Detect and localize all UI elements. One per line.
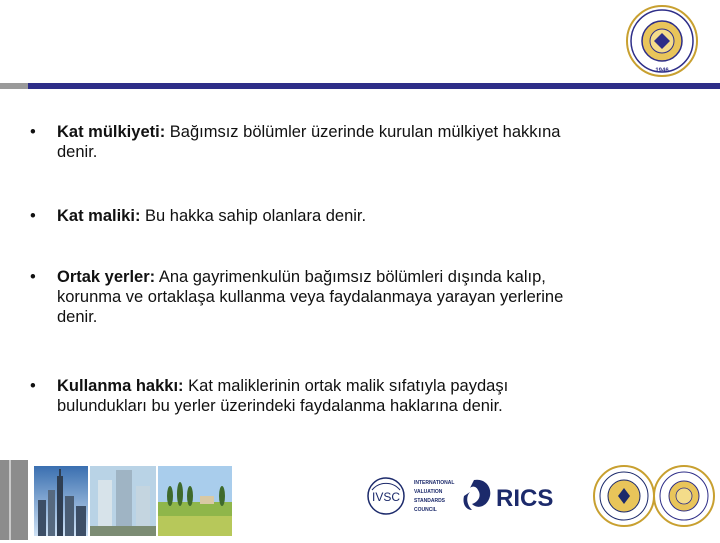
ivsc-text: IVSC [371,490,401,504]
ivsc-logo-icon [368,478,454,514]
bullet-text: korunma ve ortaklaşa kullanma veya faydalanmaya yarayan yerlerine [57,288,564,306]
bullet-text: Bu hakka sahip olanlara denir. [140,207,367,225]
ankara-university-seal-icon [654,466,714,526]
ivsc-caption-line: INTERNATIONAL [414,480,455,486]
bullet-term: Kullanma hakkı: [57,377,184,395]
ivsc-caption-line: COUNCIL [414,507,437,513]
bullet-term: Kat maliki: [57,207,141,225]
bullet-text: denir. [57,143,98,161]
rics-text: RICS [496,485,554,512]
bullet-ortak-yerler: • Ortak yerler: Ana gayrimenkulün bağımsız bölümleri dışında kalıp, korunma ve ortaklaşa kullanma veya faydalanmaya yarayan yerlerine denir. [30,268,564,326]
bullet-kat-maliki: • Kat maliki: Bu hakka sahip olanlara denir. [30,207,367,225]
city-skyline-photo-icon [34,466,88,536]
ivsc-caption-line: VALUATION [414,489,443,495]
ivsc-caption-line: STANDARDS [414,498,446,504]
bullet-kat-mulkiyeti: • Kat mülkiyeti: Bağımsız bölümler üzerinde kurulan mülkiyet hakkına denir. [30,123,561,161]
bullet-text: denir. [57,308,98,326]
ankara-university-logo-icon [622,4,702,78]
partner-logos [366,464,716,538]
bullet-text: Ana gayrimenkulün bağımsız bölümleri dışında kalıp, [155,268,546,286]
bullet-term: Kat mülkiyeti: [57,123,166,141]
bullet-text: bulundukları bu yerler üzerindeki faydalanma haklarına denir. [57,397,503,415]
footer [0,460,720,540]
header-rule [0,83,720,89]
bullet-kullanma-hakki: • Kullanma hakkı: Kat maliklerinin ortak malik sıfatıyla paydaşı bulundukları bu yerler üzerindeki faydalanma haklarına denir. [30,377,509,415]
logo-year-text: 1946 [655,68,669,74]
office-towers-photo-icon [90,466,156,536]
bullet-text: Kat maliklerinin ortak malik sıfatıyla paydaşı [183,377,509,395]
rics-logo-icon [463,480,553,512]
countryside-photo-icon [158,466,232,536]
bullet-term: Ortak yerler: [57,268,156,286]
footer-sidebar [0,460,28,540]
university-seal-icon [594,466,654,526]
bullet-text: Bağımsız bölümler üzerinde kurulan mülkiyet hakkına [165,123,561,141]
